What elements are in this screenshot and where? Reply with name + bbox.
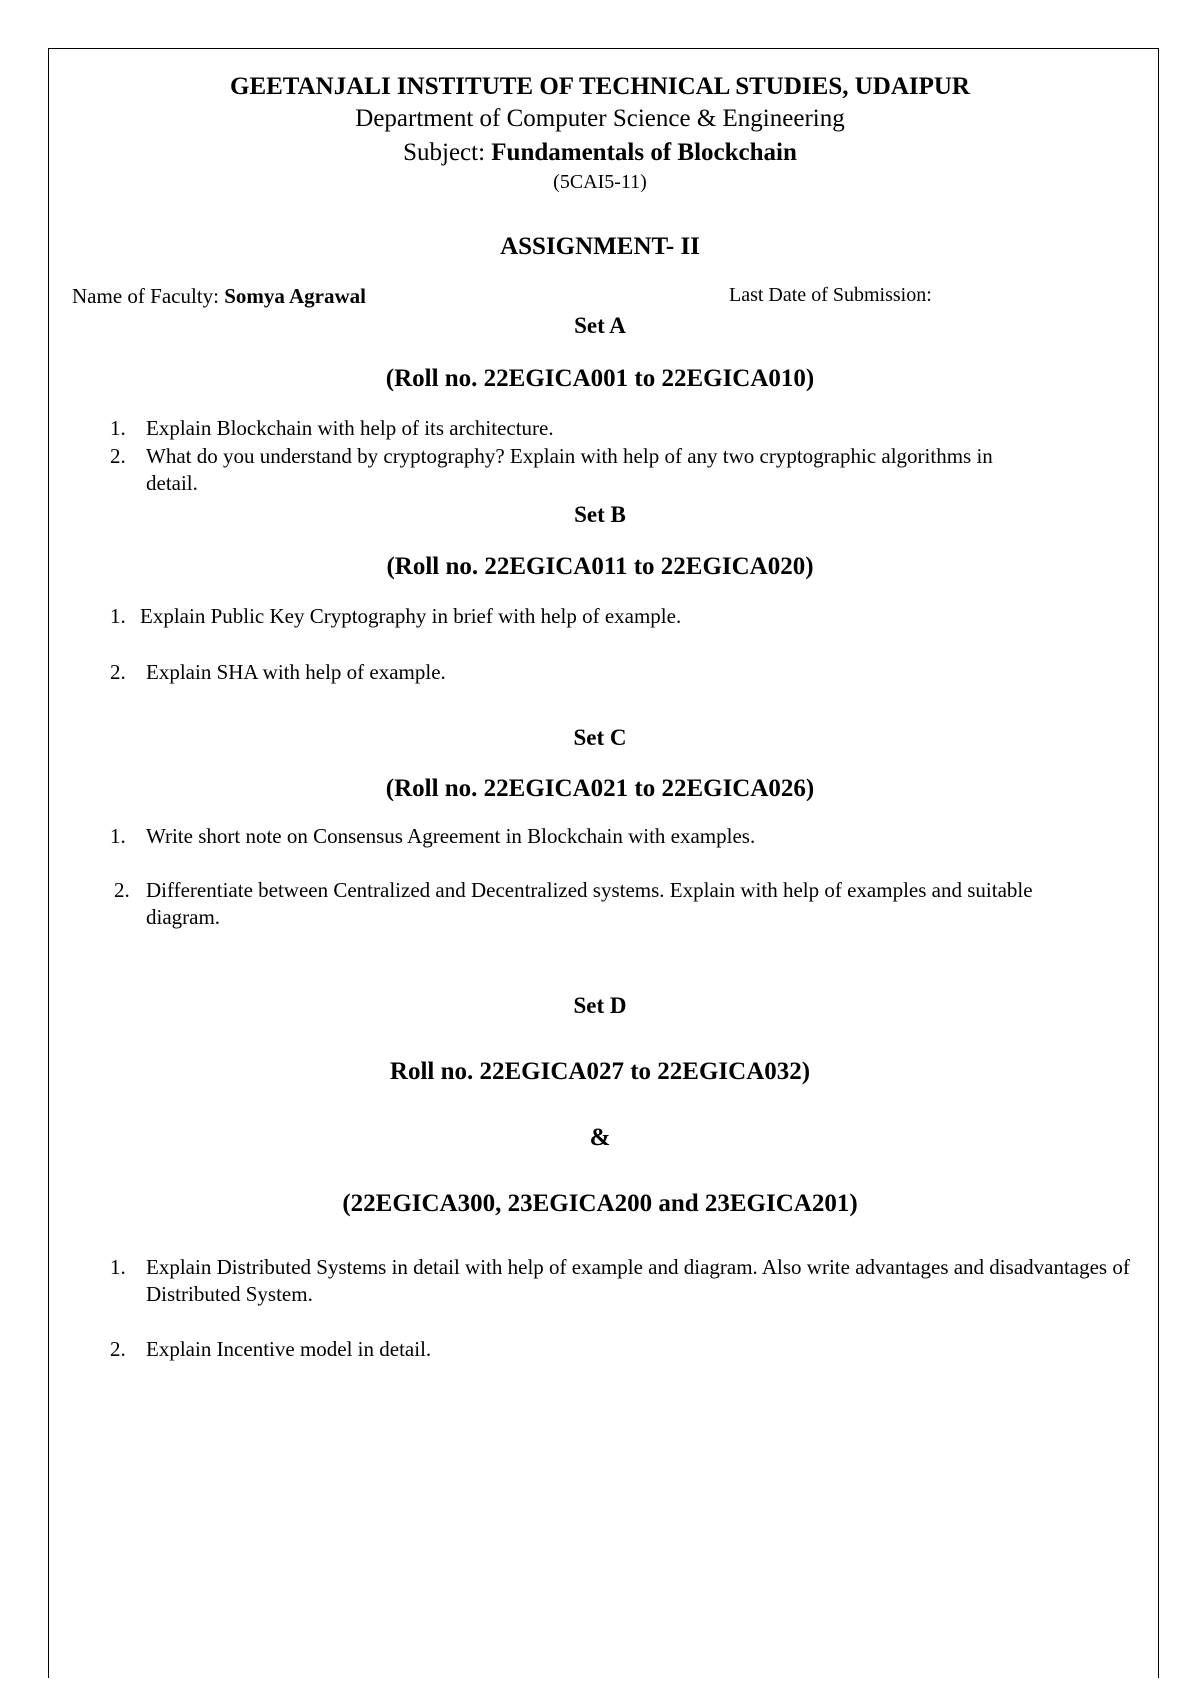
question-text: Write short note on Consensus Agreement in Blockchain with examples.	[146, 824, 756, 848]
set-a-roll-range: (Roll no. 22EGICA001 to 22EGICA010)	[385, 365, 815, 392]
question-number: 2.	[110, 660, 126, 684]
set-d-title: Set D	[573, 993, 627, 1018]
set-a-title: Set A	[574, 313, 626, 338]
subject-label: Subject:	[403, 139, 492, 166]
question-number: 1.	[110, 416, 126, 440]
assignment-title: ASSIGNMENT- II	[500, 233, 700, 260]
institute-name: GEETANJALI INSTITUTE OF TECHNICAL STUDIES, UDAIPUR	[230, 73, 970, 100]
question-text: Differentiate between Centralized and Decentralized systems. Explain with help of examples and suitable diagram.	[146, 878, 1033, 929]
question-number: 2.	[110, 1337, 126, 1361]
question-text: Explain Incentive model in detail.	[146, 1337, 432, 1361]
course-code: (5CAI5-11)	[553, 171, 647, 193]
department-name: Department of Computer Science & Engineering	[355, 105, 845, 132]
question-text: Explain Public Key Cryptography in brief with help of example.	[140, 604, 682, 628]
set-c-roll-range: (Roll no. 22EGICA021 to 22EGICA026)	[385, 775, 815, 802]
question-number: 1.	[110, 1255, 126, 1279]
question-number: 2.	[114, 878, 130, 902]
question-number: 1.	[110, 824, 126, 848]
question-text: Explain Distributed Systems in detail with help of example and diagram. Also write advantages and disadvantages of Distributed System.	[146, 1255, 1130, 1306]
subject-line	[0, 139, 1200, 167]
faculty-line	[72, 284, 366, 309]
set-d-roll-range: Roll no. 22EGICA027 to 22EGICA032)	[389, 1058, 811, 1085]
question-number: 2.	[110, 444, 126, 468]
set-b-title: Set B	[574, 502, 626, 527]
subject-name: Fundamentals of Blockchain	[491, 139, 797, 166]
submission-date-label: Last Date of Submission:	[729, 284, 932, 306]
set-c-title: Set C	[573, 725, 627, 750]
question-text: Explain SHA with help of example.	[146, 660, 446, 684]
faculty-name: Somya Agrawal	[224, 284, 366, 308]
question-text: Explain Blockchain with help of its architecture.	[146, 416, 554, 440]
faculty-label: Name of Faculty:	[72, 284, 225, 308]
set-d-roll-extra: (22EGICA300, 23EGICA200 and 23EGICA201)	[342, 1190, 858, 1217]
question-number: 1.	[110, 604, 126, 628]
set-b-roll-range: (Roll no. 22EGICA011 to 22EGICA020)	[386, 553, 814, 580]
ampersand: &	[589, 1124, 611, 1151]
question-text: What do you understand by cryptography? Explain with help of any two cryptographic algorithms in detail.	[146, 444, 993, 495]
